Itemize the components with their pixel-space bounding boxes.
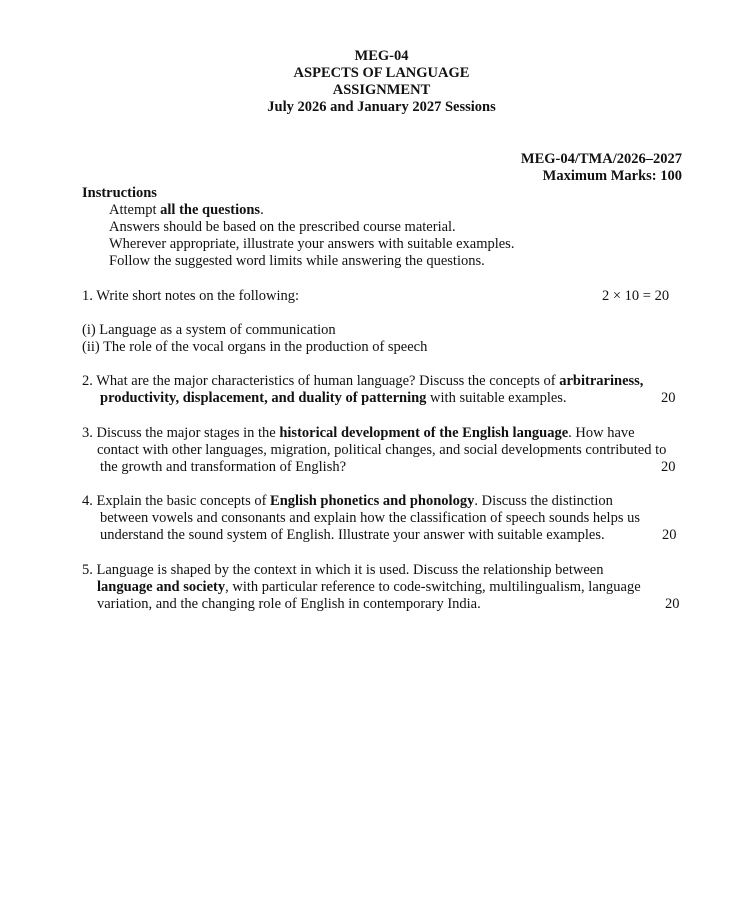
document-type: ASSIGNMENT [332, 82, 431, 98]
question-5-marks: 20 [665, 596, 680, 612]
question-2-line-2 [100, 390, 567, 407]
instruction-2: Answers should be based on the prescribed course material. [109, 219, 456, 235]
question-1-part-ii: (ii) The role of the vocal organs in the production of speech [82, 339, 428, 355]
question-2-text: 2. What are the major characteristics of human language? Discuss the concepts of [82, 373, 560, 389]
instruction-1-end: . [260, 202, 264, 218]
question-1: 1. Write short notes on the following: [82, 288, 300, 304]
question-5-line-1: 5. Language is shaped by the context in which it is used. Discuss the relationship between [82, 562, 604, 578]
instruction-4: Follow the suggested word limits while answering the questions. [109, 253, 485, 269]
question-5-line-3: variation, and the changing role of English in contemporary India. [97, 596, 481, 612]
question-3-line-1 [82, 425, 635, 442]
question-2-text-2: with suitable examples. [426, 390, 567, 406]
assignment-reference: MEG-04/TMA/2026–2027 [520, 151, 682, 167]
question-2-marks: 20 [661, 390, 676, 406]
question-4-marks: 20 [662, 527, 677, 543]
question-3-text: 3. Discuss the major stages in the [82, 425, 280, 441]
question-1-part-i: (i) Language as a system of communication [82, 322, 336, 338]
question-4-text-end: . Discuss the distinction [474, 493, 613, 509]
question-2-line-1 [82, 373, 643, 390]
question-4-line-2: between vowels and consonants and explain how the classification of speech sounds helps us [100, 510, 640, 526]
question-4-text: 4. Explain the basic concepts of [82, 493, 271, 509]
instruction-3: Wherever appropriate, illustrate your answers with suitable examples. [109, 236, 515, 252]
instruction-1 [109, 202, 264, 219]
course-code: MEG-04 [354, 48, 409, 64]
question-4-line-1 [82, 493, 613, 510]
question-3-marks: 20 [661, 459, 676, 475]
question-4-line-3: understand the sound system of English. Illustrate your answer with suitable examples. [100, 527, 605, 543]
maximum-marks: Maximum Marks: 100 [542, 168, 682, 184]
instructions-heading: Instructions [82, 185, 157, 201]
question-3-text-end: . How have [568, 425, 635, 441]
session-line: July 2026 and January 2027 Sessions [267, 99, 496, 115]
question-2-emphasis-2: productivity, displacement, and duality of patterning [100, 390, 427, 406]
instruction-1-emphasis: all the questions [160, 202, 261, 218]
question-1-marks: 2 × 10 = 20 [602, 288, 670, 304]
question-3-line-3: the growth and transformation of English? [100, 459, 347, 475]
course-title: ASPECTS OF LANGUAGE [293, 65, 470, 81]
question-2-emphasis: arbitrariness, [559, 373, 644, 389]
question-3-line-2: contact with other languages, migration, political changes, and social developments contributed to [97, 442, 667, 458]
question-5-emphasis: language and society [97, 579, 226, 595]
question-3-emphasis: historical development of the English language [279, 425, 569, 441]
question-5-text: , with particular reference to code-switching, multilingualism, language [225, 579, 641, 595]
question-4-emphasis: English phonetics and phonology [270, 493, 475, 509]
question-5-line-2 [97, 579, 641, 596]
instruction-1-text: Attempt [109, 202, 161, 218]
